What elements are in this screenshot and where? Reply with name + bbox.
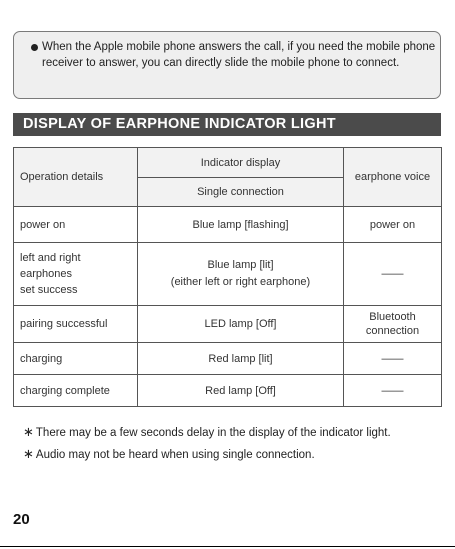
asterisk-icon: ∗ [23,424,34,439]
table-row [14,243,442,306]
cell-operation: charging complete [14,375,138,407]
cell-voice: —— [344,343,442,375]
cell-operation-line: earphones [20,268,72,280]
note-text: When the Apple mobile phone answers the call, if you need the mobile phone receiver to answer, you can directly slide the mobile phone to connect. [42,41,436,69]
footnote [23,424,391,440]
bullet-icon [31,44,38,51]
cell-voice-line: Bluetooth [369,311,416,323]
indicator-table [13,147,442,407]
section-title: DISPLAY OF EARPHONE INDICATOR LIGHT [13,113,441,136]
header-voice: earphone voice [344,148,442,207]
table-row [14,306,442,343]
cell-operation [14,243,138,306]
table-row [14,207,442,243]
cell-operation: pairing successful [14,306,138,343]
cell-indicator-line: Blue lamp [lit] [207,259,274,271]
cell-operation-line: left and right [20,252,81,264]
cell-voice [344,306,442,343]
footnote-text: Audio may not be heard when using single connection. [35,449,315,461]
cell-voice: power on [344,207,442,243]
header-single-connection: Single connection [138,178,344,207]
table-row [14,343,442,375]
cell-voice: —— [344,243,442,306]
cell-indicator: Red lamp [lit] [138,343,344,375]
cell-indicator: Blue lamp [flashing] [138,207,344,243]
header-indicator: Indicator display [138,148,344,178]
cell-voice: —— [344,375,442,407]
cell-indicator [138,243,344,306]
note-box [13,31,441,99]
cell-indicator: Red lamp [Off] [138,375,344,407]
asterisk-icon: ∗ [23,446,34,461]
cell-voice-line: connection [365,325,420,337]
cell-indicator-line: (either left or right earphone) [170,276,311,288]
header-operation: Operation details [14,148,138,207]
cell-operation: power on [14,207,138,243]
footnote-text: There may be a few seconds delay in the display of the indicator light. [35,427,391,439]
bottom-divider [0,546,455,547]
cell-indicator: LED lamp [Off] [138,306,344,343]
page-number: 20 [13,511,30,528]
cell-operation: charging [14,343,138,375]
footnote [23,446,315,462]
table-row [14,375,442,407]
cell-operation-line: set success [20,284,78,296]
